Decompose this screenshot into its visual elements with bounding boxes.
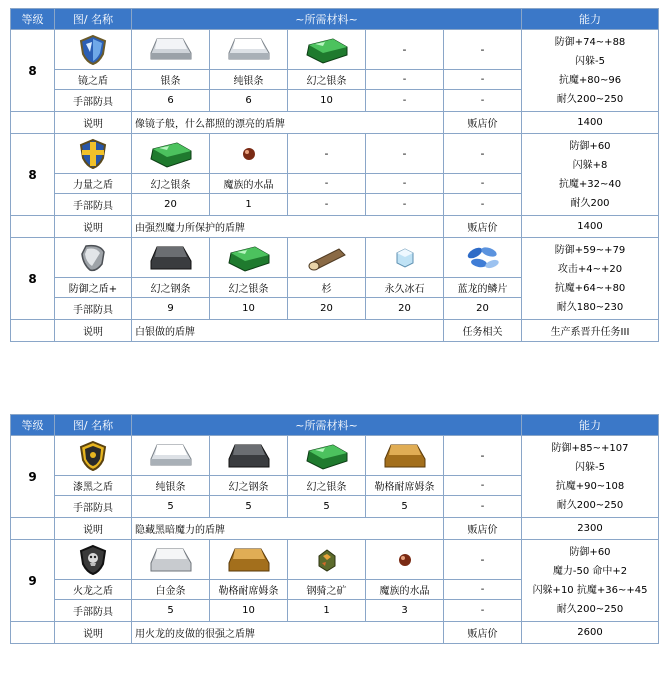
item-type: 手部防具 — [55, 194, 132, 216]
item-row — [11, 30, 659, 70]
material-name: 幻之钢条 — [210, 476, 288, 496]
material-name: - — [444, 580, 522, 600]
item-level: 8 — [11, 30, 55, 112]
material-empty: - — [444, 540, 522, 580]
fire-dragon-shield-icon — [78, 544, 108, 576]
item-level: 8 — [11, 238, 55, 320]
header-level: 等级 — [11, 415, 55, 436]
item-type: 手部防具 — [55, 496, 132, 518]
header-level: 等级 — [11, 9, 55, 30]
item-ability — [522, 134, 659, 216]
pure-silver-bar-icon — [225, 35, 273, 65]
material-qty: - — [366, 194, 444, 216]
material-qty: 5 — [288, 496, 366, 518]
phantom-steel-bar-icon — [147, 243, 195, 273]
desc-label: 说明 — [55, 216, 132, 238]
item-description: 由强烈魔力所保护的盾牌 — [132, 216, 444, 238]
material-qty: 10 — [288, 90, 366, 112]
material-name: 勒格耐席姆条 — [210, 580, 288, 600]
material-image — [132, 540, 210, 580]
material-name: 幻之钢条 — [132, 278, 210, 298]
item-level: 9 — [11, 540, 55, 622]
material-empty: - — [288, 134, 366, 174]
material-qty: 1 — [210, 194, 288, 216]
item-description: 像镜子般，什么都照的漂亮的盾牌 — [132, 112, 444, 134]
item-desc-row — [11, 112, 659, 134]
price-label: 贩店价 — [444, 622, 522, 644]
material-empty: - — [444, 134, 522, 174]
item-name: 火龙之盾 — [55, 580, 132, 600]
material-name: 钢骑之矿 — [288, 580, 366, 600]
material-image — [132, 134, 210, 174]
item-ability — [522, 30, 659, 112]
ability-line: 抗魔+80~96 — [558, 74, 622, 86]
item-image — [55, 436, 132, 476]
price-label: 贩店价 — [444, 216, 522, 238]
material-qty: 10 — [210, 298, 288, 320]
material-image — [132, 30, 210, 70]
material-name: - — [444, 70, 522, 90]
item-row — [11, 540, 659, 580]
material-qty: - — [288, 194, 366, 216]
silver-bar-icon — [147, 35, 195, 65]
material-image — [132, 436, 210, 476]
pitch-black-shield-icon — [78, 440, 108, 472]
item-type: 手部防具 — [55, 600, 132, 622]
ability-line: 抗魔+32~40 — [558, 178, 622, 190]
material-qty: 5 — [132, 600, 210, 622]
material-name: 魔族的水晶 — [210, 174, 288, 194]
item-level: 9 — [11, 436, 55, 518]
item-image — [55, 134, 132, 174]
material-qty: 3 — [366, 600, 444, 622]
item-row — [11, 238, 659, 278]
header-ability: 能力 — [522, 9, 659, 30]
material-image — [210, 134, 288, 174]
material-qty: - — [444, 496, 522, 518]
desc-spacer — [11, 320, 55, 342]
ability-line: 防御+60 — [569, 546, 611, 558]
material-qty: 6 — [210, 90, 288, 112]
material-name: 幻之银条 — [288, 70, 366, 90]
price-label: 任务相关 — [444, 320, 522, 342]
material-empty: - — [366, 134, 444, 174]
item-price: 2600 — [522, 622, 659, 644]
desc-spacer — [11, 112, 55, 134]
ability-line: 防御+60 — [569, 140, 611, 152]
ability-line: 攻击+4~+20 — [557, 263, 623, 275]
item-image — [55, 238, 132, 278]
material-qty: - — [366, 90, 444, 112]
phantom-silver-bar-icon — [303, 441, 351, 471]
item-description: 用火龙的皮做的很强之盾牌 — [132, 622, 444, 644]
material-image — [366, 436, 444, 476]
material-name: - — [288, 174, 366, 194]
material-empty: - — [444, 30, 522, 70]
desc-label: 说明 — [55, 518, 132, 540]
table-header — [11, 415, 659, 436]
material-qty: 5 — [132, 496, 210, 518]
ability-line: 耐久200~250 — [556, 93, 624, 105]
item-ability — [522, 436, 659, 518]
material-name: 纯银条 — [210, 70, 288, 90]
material-name: 杉 — [288, 278, 366, 298]
item-price: 1400 — [522, 112, 659, 134]
ability-line: 防御+85~+107 — [551, 442, 629, 454]
shield-table-level-9 — [10, 414, 659, 644]
steel-knight-ore-icon — [313, 546, 341, 574]
ability-line: 闪躲-5 — [575, 461, 605, 473]
phantom-silver-bar-icon — [225, 243, 273, 273]
material-image — [132, 238, 210, 278]
item-image — [55, 30, 132, 70]
item-name: 漆黑之盾 — [55, 476, 132, 496]
material-name: - — [444, 476, 522, 496]
mirror-shield-icon — [78, 34, 108, 66]
item-desc-row — [11, 518, 659, 540]
material-name: 幻之银条 — [132, 174, 210, 194]
ability-line: 闪躲+8 — [572, 159, 608, 171]
header-materials: ~所需材料~ — [132, 415, 522, 436]
material-qty: - — [444, 194, 522, 216]
material-image — [210, 238, 288, 278]
header-name: 图/ 名称 — [55, 415, 132, 436]
material-name: 银条 — [132, 70, 210, 90]
item-row — [11, 134, 659, 174]
desc-label: 说明 — [55, 112, 132, 134]
material-qty: 20 — [288, 298, 366, 320]
item-type: 手部防具 — [55, 90, 132, 112]
item-ability — [522, 540, 659, 622]
item-description: 隐藏黑暗魔力的盾牌 — [132, 518, 444, 540]
desc-spacer — [11, 622, 55, 644]
material-empty: - — [366, 30, 444, 70]
material-image — [444, 238, 522, 278]
material-empty: - — [444, 436, 522, 476]
material-image — [210, 436, 288, 476]
material-image — [288, 540, 366, 580]
item-desc-row — [11, 320, 659, 342]
material-name: 白金条 — [132, 580, 210, 600]
item-desc-row — [11, 216, 659, 238]
item-ability — [522, 238, 659, 320]
demon-crystal-icon — [395, 550, 415, 570]
table-header — [11, 9, 659, 30]
item-name: 镜之盾 — [55, 70, 132, 90]
item-type: 手部防具 — [55, 298, 132, 320]
ability-line: 抗魔+64~+80 — [554, 282, 626, 294]
material-qty: - — [444, 90, 522, 112]
item-image — [55, 540, 132, 580]
ability-line: 闪躲-5 — [575, 55, 605, 67]
material-image — [210, 30, 288, 70]
price-label: 贩店价 — [444, 518, 522, 540]
material-qty: 1 — [288, 600, 366, 622]
material-name: - — [366, 174, 444, 194]
legnaxim-bar-icon — [225, 545, 273, 575]
item-description: 白银做的盾牌 — [132, 320, 444, 342]
defense-shield-icon — [78, 242, 108, 274]
material-qty: 10 — [210, 600, 288, 622]
item-name: 防御之盾+ — [55, 278, 132, 298]
item-price: 1400 — [522, 216, 659, 238]
material-qty: 5 — [366, 496, 444, 518]
material-qty: 6 — [132, 90, 210, 112]
material-image — [288, 238, 366, 278]
phantom-silver-bar-icon — [147, 139, 195, 169]
item-level: 8 — [11, 134, 55, 216]
desc-spacer — [11, 518, 55, 540]
material-qty: 20 — [132, 194, 210, 216]
cedar-log-icon — [303, 243, 351, 273]
ability-line: 耐久200~250 — [556, 499, 624, 511]
desc-label: 说明 — [55, 320, 132, 342]
strength-shield-icon — [78, 138, 108, 170]
material-qty: 9 — [132, 298, 210, 320]
material-name: 蓝龙的鳞片 — [444, 278, 522, 298]
pure-silver-bar-icon — [147, 441, 195, 471]
item-name: 力量之盾 — [55, 174, 132, 194]
legnaxim-bar-icon — [381, 441, 429, 471]
ability-line: 耐久200~250 — [556, 603, 624, 615]
desc-label: 说明 — [55, 622, 132, 644]
demon-crystal-icon — [239, 144, 259, 164]
material-name: - — [366, 70, 444, 90]
material-qty: - — [444, 600, 522, 622]
blue-dragon-scale-icon — [463, 243, 503, 273]
material-image — [366, 540, 444, 580]
material-name: - — [444, 174, 522, 194]
material-qty: 5 — [210, 496, 288, 518]
material-image — [288, 436, 366, 476]
material-name: 永久冰石 — [366, 278, 444, 298]
item-desc-row — [11, 622, 659, 644]
ability-line: 防御+74~+88 — [554, 36, 626, 48]
desc-spacer — [11, 216, 55, 238]
material-qty: 20 — [444, 298, 522, 320]
material-name: 魔族的水晶 — [366, 580, 444, 600]
phantom-steel-bar-icon — [225, 441, 273, 471]
platinum-bar-icon — [147, 545, 195, 575]
material-qty: 20 — [366, 298, 444, 320]
ability-line: 耐久200 — [570, 197, 610, 209]
item-price: 2300 — [522, 518, 659, 540]
header-materials: ~所需材料~ — [132, 9, 522, 30]
ability-line: 闪躲+10 抗魔+36~+45 — [532, 584, 648, 596]
item-price: 生产系晋升任务III — [522, 320, 659, 342]
phantom-silver-bar-icon — [303, 35, 351, 65]
price-label: 贩店价 — [444, 112, 522, 134]
header-ability: 能力 — [522, 415, 659, 436]
material-name: 幻之银条 — [288, 476, 366, 496]
ability-line: 防御+59~+79 — [554, 244, 626, 256]
ability-line: 耐久180~230 — [556, 301, 624, 313]
material-name: 幻之银条 — [210, 278, 288, 298]
header-name: 图/ 名称 — [55, 9, 132, 30]
material-name: 勒格耐席姆条 — [366, 476, 444, 496]
item-row — [11, 436, 659, 476]
shield-table-level-8 — [10, 8, 659, 342]
material-name: 纯银条 — [132, 476, 210, 496]
ability-line: 魔力-50 命中+2 — [552, 565, 628, 577]
material-image — [210, 540, 288, 580]
eternal-ice-stone-icon — [392, 245, 418, 271]
ability-line: 抗魔+90~108 — [555, 480, 625, 492]
material-image — [366, 238, 444, 278]
material-image — [288, 30, 366, 70]
